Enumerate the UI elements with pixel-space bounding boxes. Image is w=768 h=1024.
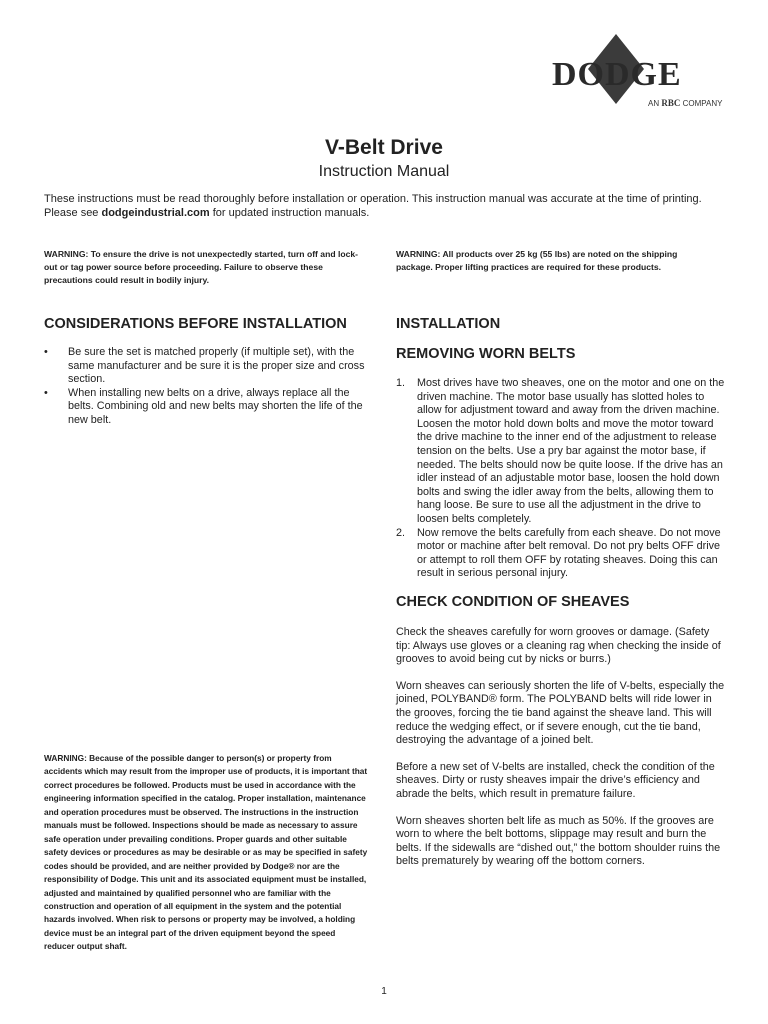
warning-weight: WARNING: All products over 25 kg (55 lbs) are noted on the shipping package. Proper lifting practices are required for these products.: [396, 249, 678, 272]
sheaves-paragraph: Worn sheaves can seriously shorten the life of V-belts, especially the joined, POLYBAND® form. The POLYBAND belts will ride lower in the grooves, forcing the tie band against the sheave land. This will reduce the wedging effect, or if severe enough, cut the tie band, destroying the advantage of a joined belt.: [396, 679, 725, 747]
list-item: [44, 387, 370, 428]
sheaves-heading: CHECK CONDITION OF SHEAVES: [396, 594, 630, 610]
installation-heading: INSTALLATION: [396, 316, 501, 332]
logo-tagline: [648, 98, 722, 108]
intro-text-before: These instructions must be read thoroughly before installation or operation. This instruction manual was accurate at the time of printing. Please see: [44, 193, 702, 219]
considerations-heading: CONSIDERATIONS BEFORE INSTALLATION: [44, 316, 347, 332]
bullet-mark: •: [44, 386, 48, 399]
document-subtitle: Instruction Manual: [318, 163, 450, 180]
logo-tagline-company: RBC: [661, 98, 681, 108]
logo-brand: DODGE: [552, 56, 682, 93]
dodge-logo: [548, 34, 728, 114]
logo-wordmark: [552, 56, 682, 94]
document-title: V-Belt Drive: [325, 136, 443, 159]
step-text: Now remove the belts carefully from each sheave. Do not move motor or machine after belt removal. Do not pry belts OFF drive or attempt to roll them OFF by rotating sheaves. Doing this can result in serious personal injury.: [417, 526, 721, 580]
removing-belts-heading: REMOVING WORN BELTS: [396, 346, 576, 362]
warning-lockout: WARNING: To ensure the drive is not unexpectedly started, turn off and lock-out or tag power source before proceeding. Failure to observe these precautions could result in bodily injury.: [44, 249, 359, 285]
list-item: [396, 527, 726, 581]
sheaves-paragraph: Worn sheaves shorten belt life as much as 50%. If the grooves are worn to where the belt bottoms, slippage may result and burn the belts. If the sidewalls are “dished out,” the bottom shoulder ruins the belts prematurely by wearing off the bottom corners.: [396, 814, 721, 868]
bullet-mark: •: [44, 346, 48, 358]
logo-tagline-post: COMPANY: [682, 99, 723, 108]
sheaves-paragraph: Before a new set of V-belts are installed, check the condition of the sheaves. Dirty or rusty sheaves impair the drive’s efficiency and abrade the belts, which result in premature failure.: [396, 760, 715, 800]
warning-general-safety: WARNING: Because of the possible danger to person(s) or property from accidents which may result from the improper use of products, it is important that correct procedures be followed. Products must be used in accordance with the engineering information specified in the catalog. Proper installation, maintenance and operation procedures must be observed. The instructions in the instruction manuals must be followed. Inspections should be made as necessary to assure safe operation under prevailing conditions. Proper guards and other suitable safety devices or procedures as may be desirable or as may be specified in safety codes should be provided, and are neither provided by Dodge® nor are the responsibility of Dodge. This unit and its associated equipment must be installed, adjusted and maintained by qualified personnel who are familiar with the construction and operation of all equipment in the system and the potential hazards involved. When risk to persons or property may be involved, a holding device must be an integral part of the driven equipment beyond the speed reducer output shaft.: [44, 753, 368, 952]
logo-tagline-pre: AN: [648, 99, 660, 108]
considerations-list-container: [44, 346, 370, 428]
removal-steps-container: [396, 377, 726, 581]
removal-steps: [396, 377, 726, 581]
sheaves-paragraph: Check the sheaves carefully for worn grooves or damage. (Safety tip: Always use gloves or a cleaning rag when checking the inside of grooves to avoid being cut by nicks or burrs.): [396, 626, 721, 666]
step-text: Most drives have two sheaves, one on the motor and one on the driven machine. The motor base usually has slotted holes to allow for adjustment toward and away from the driven machine. Loosen the motor hold down bolts and move the motor toward the drive machine to the inner end of the adjustment to release tension on the belts. Use a pry bar against the motor base, if needed. The belts should now be quite loose. If the drive has an idler instead of an adjustable motor base, loosen the hold down bolts and swing the idler away from the belts, allowing them to hang loose. Be sure to use all the adjustment in the drive to loosen belts completely.: [417, 377, 725, 525]
page-number: 1: [381, 986, 387, 997]
step-number: 2.: [396, 526, 406, 539]
intro-text-after: for updated instruction manuals.: [209, 207, 370, 219]
step-number: 1.: [396, 377, 406, 389]
list-item-text: Be sure the set is matched properly (if multiple set), with the same manufacturer and be sure it is the proper size and cross section.: [68, 346, 365, 386]
list-item-text: When installing new belts on a drive, always replace all the belts. Combining old and new belts may shorten the life of the new belt.: [68, 386, 363, 426]
list-item: [44, 346, 370, 387]
considerations-list: [44, 346, 370, 428]
sheaves-section: [396, 626, 726, 882]
website-link[interactable]: dodgeindustrial.com: [101, 207, 210, 219]
intro-paragraph: [44, 192, 704, 220]
list-item: [396, 377, 726, 527]
